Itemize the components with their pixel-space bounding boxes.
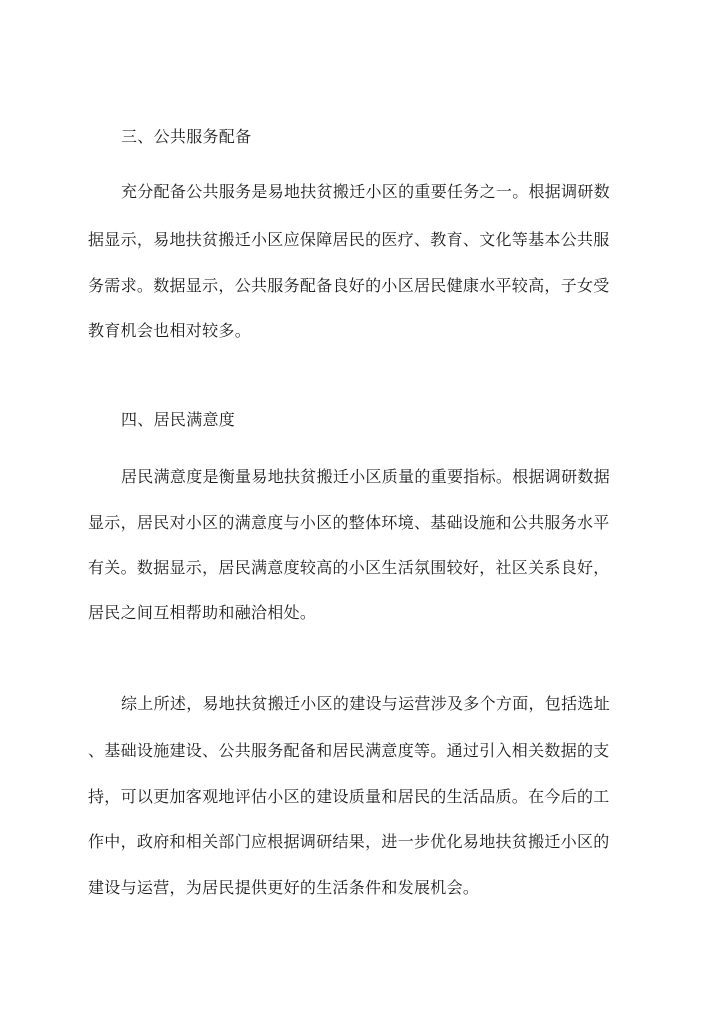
conclusion-line: 作中，政府和相关部门应根据调研结果，进一步优化易地扶贫搬迁小区的 xyxy=(88,832,610,851)
conclusion-line: 建设与运营，为居民提供更好的生活条件和发展机会。 xyxy=(88,878,480,897)
paragraph-line: 务需求。数据显示，公共服务配备良好的小区居民健康水平较高，子女受 xyxy=(88,276,610,295)
paragraph-line: 据显示，易地扶贫搬迁小区应保障居民的医疗、教育、文化等基本公共服 xyxy=(88,230,610,249)
paragraph-line: 教育机会也相对较多。 xyxy=(88,321,252,340)
section-heading: 四、居民满意度 xyxy=(121,410,236,429)
paragraph-line: 居民之间互相帮助和融洽相处。 xyxy=(88,603,317,622)
conclusion-line: 综上所述，易地扶贫搬迁小区的建设与运营涉及多个方面，包括选址 xyxy=(121,694,611,713)
paragraph-line: 充分配备公共服务是易地扶贫搬迁小区的重要任务之一。根据调研数 xyxy=(121,182,611,201)
section-heading: 三、公共服务配备 xyxy=(121,127,252,146)
conclusion-line: 、基础设施建设、公共服务配备和居民满意度等。通过引入相关数据的支 xyxy=(88,741,610,760)
paragraph-line: 显示，居民对小区的满意度与小区的整体环境、基础设施和公共服务水平 xyxy=(88,513,610,532)
paragraph-line: 有关。数据显示，居民满意度较高的小区生活氛围较好，社区关系良好， xyxy=(88,558,610,577)
conclusion-line: 持，可以更加客观地评估小区的建设质量和居民的生活品质。在今后的工 xyxy=(88,787,610,806)
paragraph-line: 居民满意度是衡量易地扶贫搬迁小区质量的重要指标。根据调研数据 xyxy=(121,467,611,486)
